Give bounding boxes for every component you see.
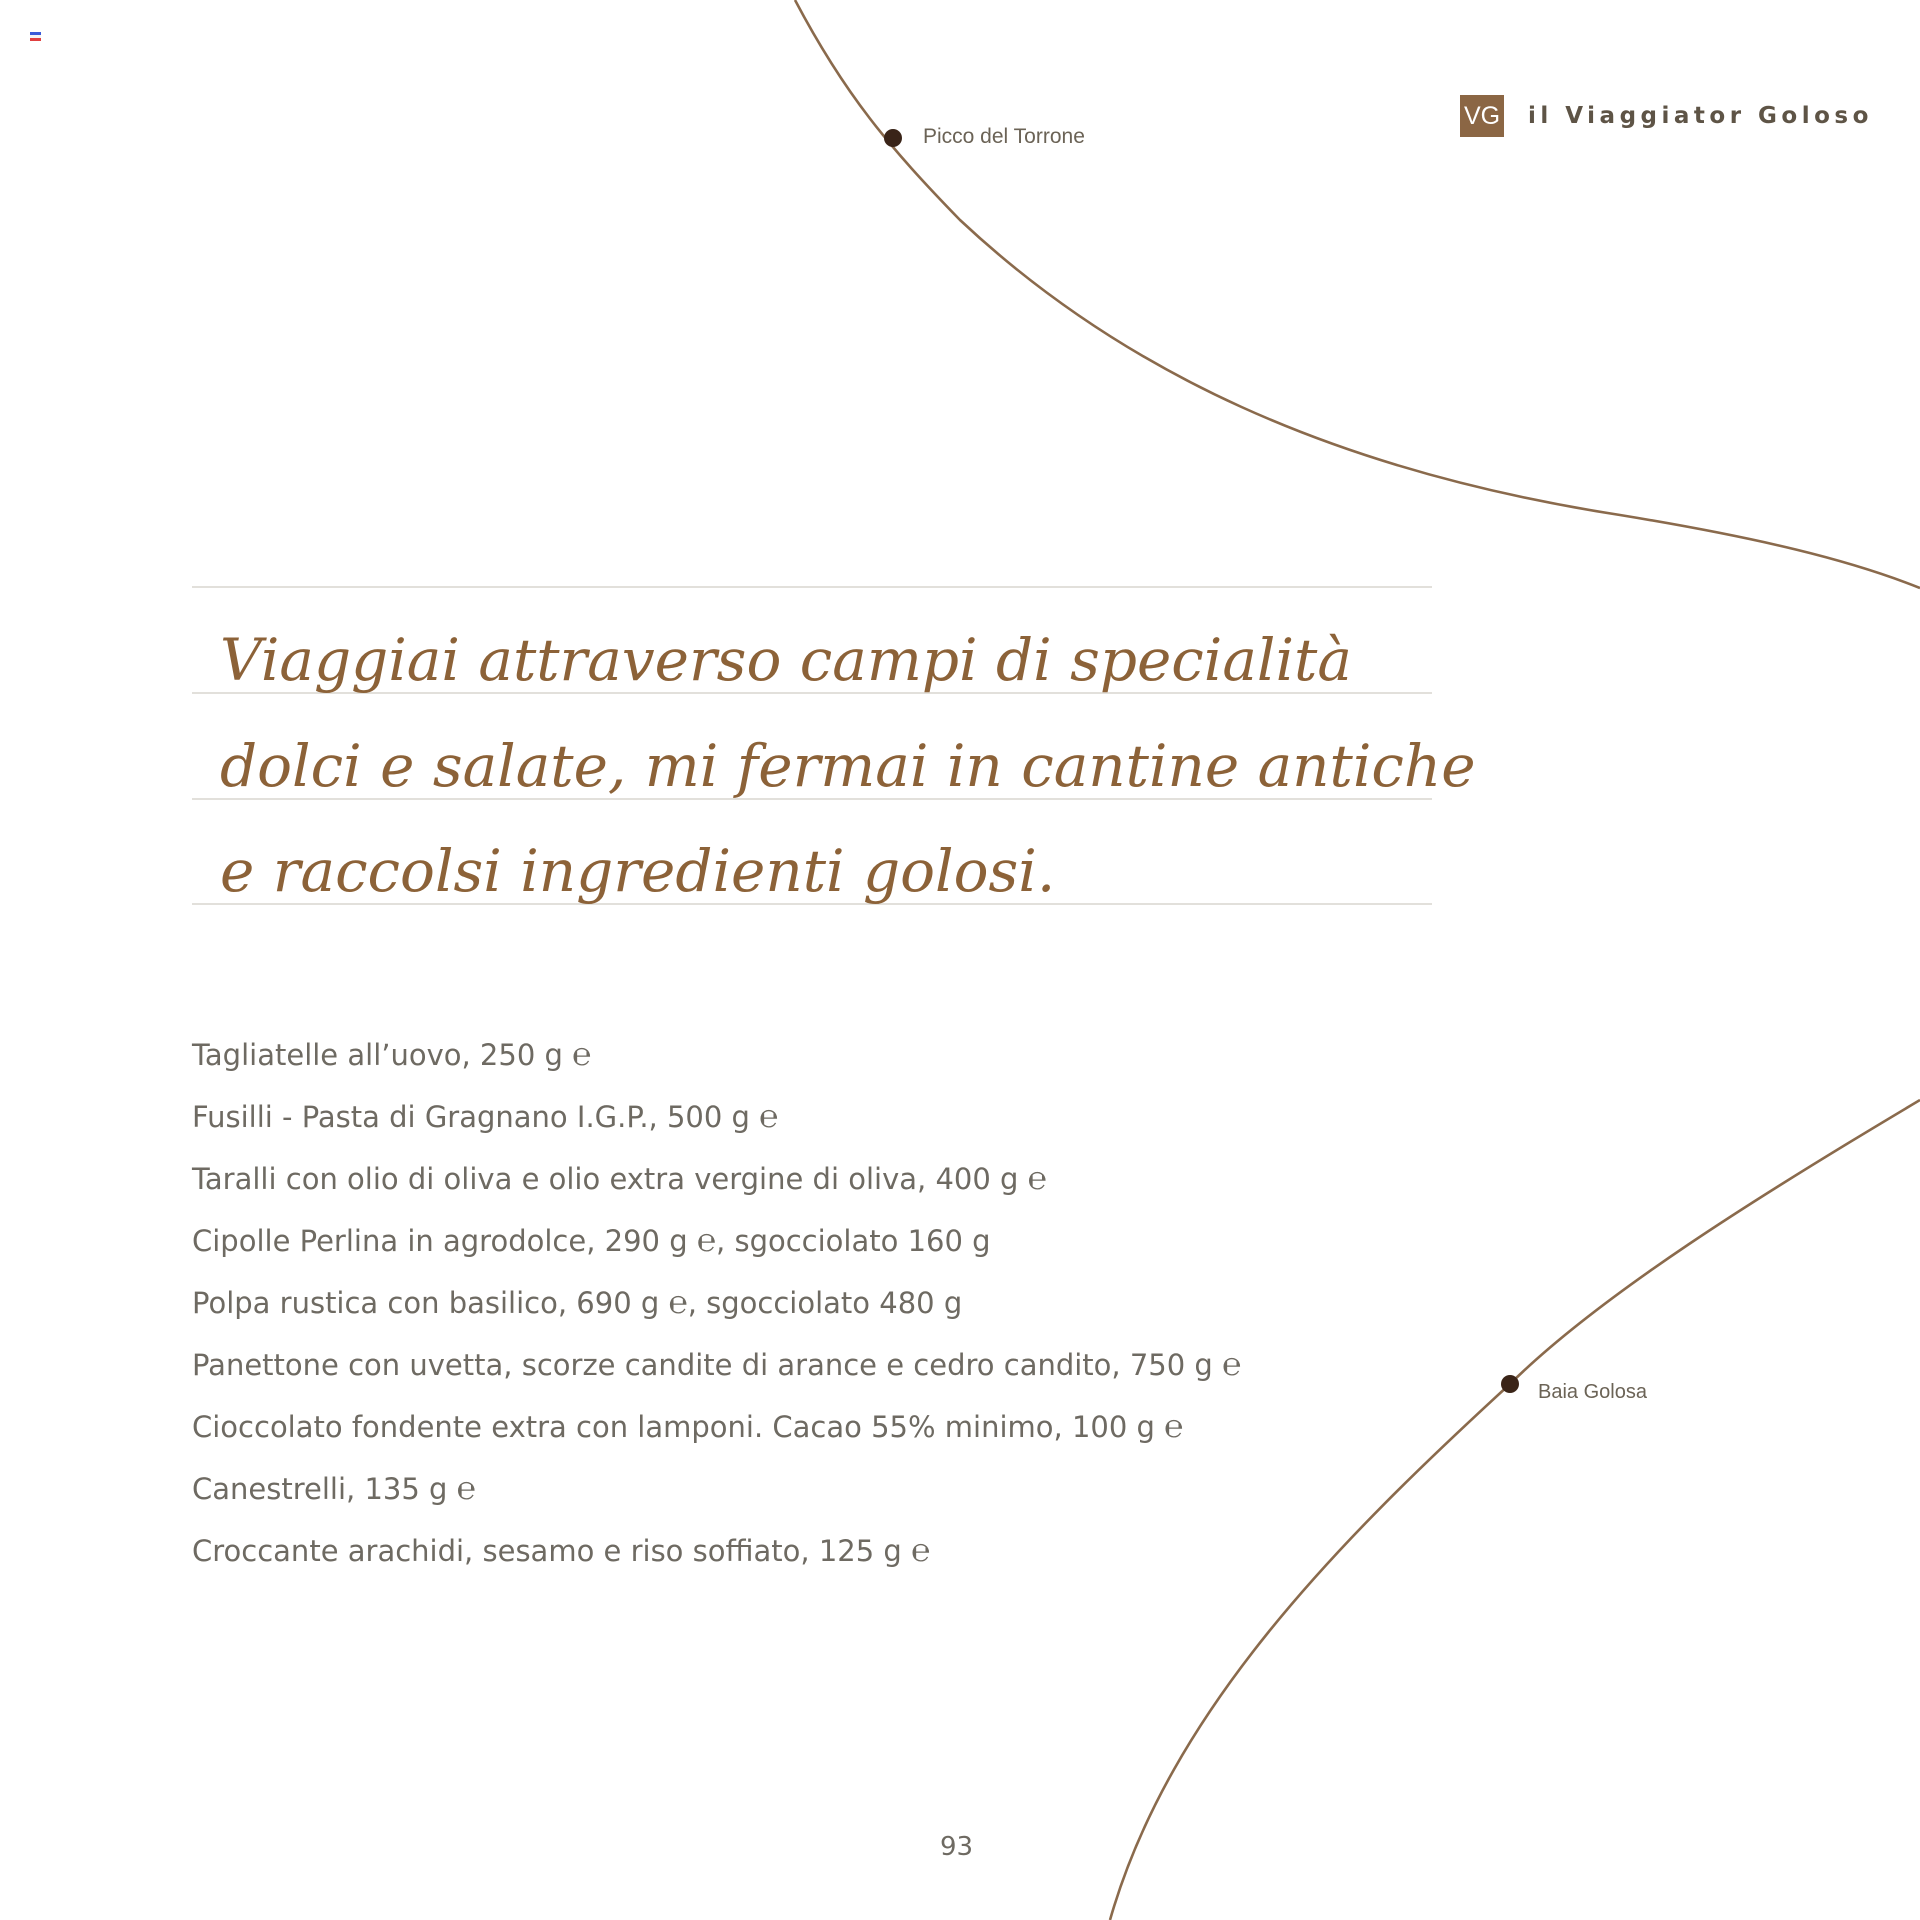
estimated-sign-icon: ℮ — [456, 1469, 476, 1507]
quote-block — [192, 586, 1476, 906]
quote-line: e raccolsi ingredienti golosi. — [220, 837, 1056, 905]
product-name: Cioccolato fondente extra con lamponi. Cacao 55% minimo, 100 g — [192, 1410, 1155, 1444]
product-name: Canestrelli, 135 g — [192, 1472, 448, 1506]
product-name: Croccante arachidi, sesamo e riso soffiato, 125 g — [192, 1534, 902, 1568]
estimated-sign-icon: ℮ — [1027, 1159, 1047, 1197]
estimated-sign-icon: ℮ — [759, 1097, 779, 1135]
product-name: Fusilli - Pasta di Gragnano I.G.P., 500 g — [192, 1100, 750, 1134]
route-line-top — [795, 0, 1920, 588]
flag-stripe-red — [30, 38, 41, 41]
product-suffix: , sgocciolato 160 g — [716, 1224, 991, 1258]
product-name: Cipolle Perlina in agrodolce, 290 g — [192, 1224, 688, 1258]
product-suffix: , sgocciolato 480 g — [687, 1286, 963, 1320]
product-name: Panettone con uvetta, scorze candite di arance e cedro candito, 750 g — [192, 1348, 1213, 1382]
stop-label-picco-del-torrone: Picco del Torrone — [923, 125, 1085, 148]
flag-icon — [30, 32, 41, 41]
stop-dot-baia-golosa — [1501, 1375, 1519, 1393]
product-item — [192, 1211, 1241, 1273]
stop-label-baia-golosa: Baia Golosa — [1538, 1381, 1647, 1403]
product-item — [192, 1521, 1241, 1583]
product-item — [192, 1149, 1241, 1211]
product-item — [192, 1397, 1241, 1459]
product-name: Polpa rustica con basilico, 690 g — [192, 1286, 660, 1320]
product-name: Taralli con olio di oliva e olio extra vergine di oliva, 400 g — [192, 1162, 1019, 1196]
product-item — [192, 1459, 1241, 1521]
estimated-sign-icon: ℮ — [1222, 1345, 1242, 1383]
brand-name: il Viaggiator Goloso — [1528, 103, 1873, 129]
quote-line: Viaggiai attraverso campi di specialità — [220, 626, 1352, 694]
product-list — [192, 1025, 1241, 1583]
estimated-sign-icon: ℮ — [572, 1035, 592, 1073]
brand-header — [1460, 95, 1873, 137]
page-number: 93 — [940, 1832, 974, 1862]
quote-rule — [192, 586, 1432, 588]
product-item — [192, 1025, 1241, 1087]
estimated-sign-icon: ℮ — [668, 1283, 688, 1321]
estimated-sign-icon: ℮ — [1164, 1407, 1184, 1445]
product-name: Tagliatelle all’uovo, 250 g — [192, 1038, 563, 1072]
product-item — [192, 1335, 1241, 1397]
brand-logo: VG — [1460, 95, 1504, 137]
estimated-sign-icon: ℮ — [696, 1221, 717, 1259]
quote-line: dolci e salate, mi fermai in cantine antiche — [220, 732, 1476, 800]
product-item — [192, 1273, 1241, 1335]
product-item — [192, 1087, 1241, 1149]
stop-dot-picco-del-torrone — [884, 129, 902, 147]
estimated-sign-icon: ℮ — [911, 1531, 931, 1569]
